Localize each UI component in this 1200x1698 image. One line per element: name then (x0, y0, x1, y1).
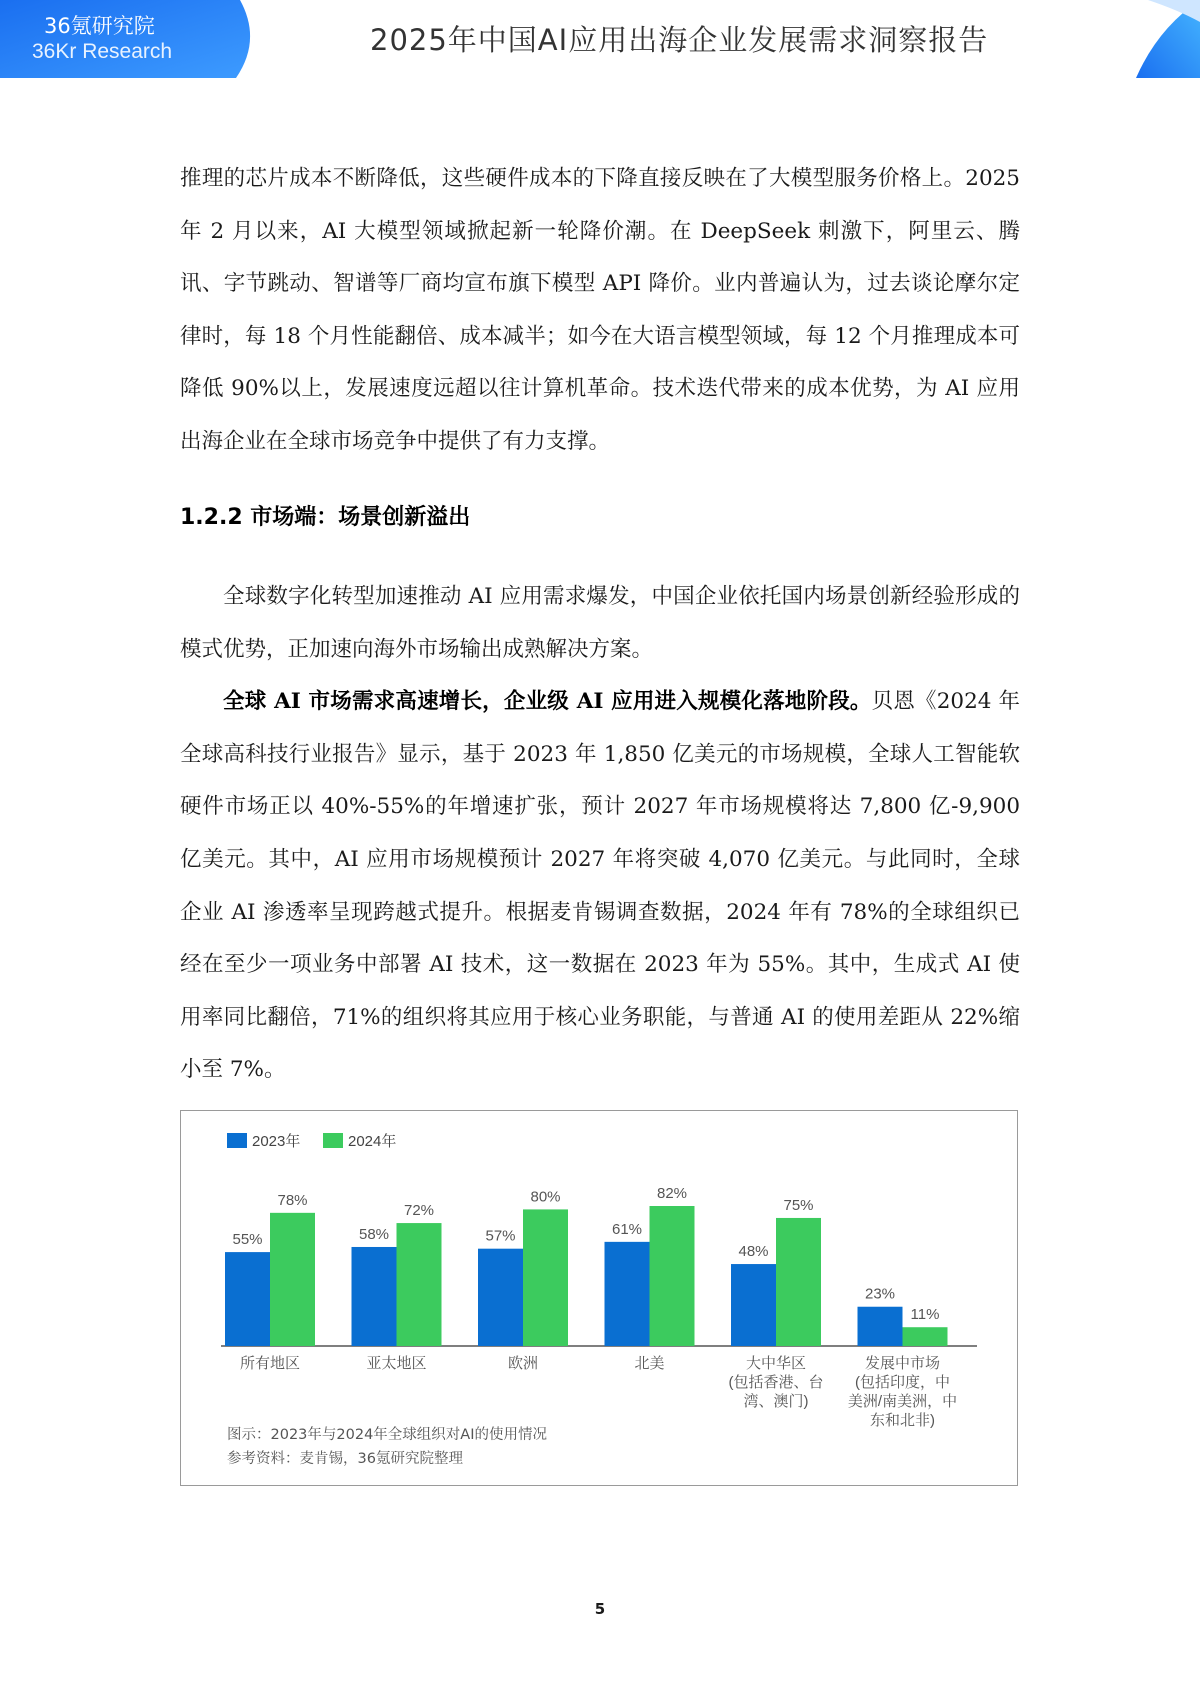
legend-swatch-2023年 (227, 1133, 247, 1148)
page-header (0, 0, 1200, 78)
data-label-2024年-亚太地区: 72% (403, 1202, 435, 1220)
category-label-大中华区-1: (包括香港、台 (728, 1374, 824, 1391)
body-text-block-2 (180, 571, 1020, 1097)
category-label-大中华区-2: 湾、澳门) (743, 1393, 809, 1410)
paragraph-bold-lead: 全球 AI 市场需求高速增长，企业级 AI 应用进入规模化落地阶段。 (223, 689, 872, 715)
bar-2023年-发展中市场 (858, 1307, 903, 1346)
data-label-2023年-欧洲: 57% (485, 1227, 516, 1245)
data-label-2023年-亚太地区: 58% (358, 1225, 390, 1243)
chart-caption: 图示：2023年与2024年全球组织对AI的使用情况 (227, 1427, 547, 1443)
legend-label-2023年: 2023年 (252, 1133, 301, 1150)
category-label-发展中市场-0: 发展中市场 (864, 1355, 941, 1372)
bar-2024年-发展中市场 (903, 1327, 948, 1346)
data-label-2024年-所有地区: 78% (277, 1191, 308, 1209)
org-name-en: 36Kr Research (32, 40, 173, 63)
paragraph-rest: 贝恩《2024 年全球高科技行业报告》显示，基于 2023 年 1,850 亿美元的市场规模，全球人工智能软硬件市场正以 40%-55%的年增速扩张，预计 2027 年市场规模将达 7,800 亿-9,900 亿美元。其中，AI 应用市场规模预计 2027 年将突破 4,070 亿美元。与此同时，全球企业 AI 渗透率呈现跨越式提升。根据麦肯锡调查数据，2024 年有 78%的全球组织已经在至少一项业务中部署 AI 技术，这一数据在 2023 年为 55%。其中，生成式 AI 使用率同比翻倍，71%的组织将其应用于核心业务职能，与普通 AI 的使用差距从 22%缩小至 7%。 (180, 689, 1021, 1083)
category-label-亚太地区-0: 亚太地区 (366, 1355, 427, 1372)
data-label-2023年-北美: 61% (611, 1220, 643, 1238)
section-heading: 1.2.2 市场端：场景创新溢出 (180, 505, 471, 530)
bar-2024年-欧洲 (523, 1209, 568, 1346)
data-label-2023年-大中华区: 48% (738, 1243, 769, 1261)
bar-2023年-大中华区 (731, 1264, 776, 1346)
header-corner-decoration (1108, 0, 1200, 78)
legend-swatch-2024年 (323, 1133, 343, 1148)
legend-label-2024年: 2024年 (348, 1133, 397, 1150)
paragraph-market-demand: 全球数字化转型加速推动 AI 应用需求爆发，中国企业依托国内场景创新经验形成的模式优势，正加速向海外市场输出成熟解决方案。 (180, 584, 1020, 662)
category-label-大中华区-0: 大中华区 (745, 1355, 807, 1372)
page-number: 5 (594, 1600, 606, 1618)
data-label-2024年-发展中市场: 11% (910, 1306, 940, 1324)
bar-2024年-北美 (650, 1206, 695, 1346)
report-title: 2025年中国AI应用出海企业发展需求洞察报告 (370, 23, 989, 57)
data-label-2023年-所有地区: 55% (232, 1231, 263, 1249)
paragraph-global-ai-growth (180, 676, 1020, 1097)
data-label-2024年-北美: 82% (656, 1185, 688, 1202)
data-label-2024年-欧洲: 80% (530, 1188, 561, 1206)
bar-2023年-欧洲 (478, 1249, 523, 1346)
data-label-2024年-大中华区: 75% (783, 1196, 814, 1214)
bar-2023年-所有地区 (225, 1252, 270, 1346)
category-label-发展中市场-2: 美洲/南美洲，中 (847, 1393, 958, 1410)
bar-2024年-大中华区 (776, 1218, 821, 1346)
chart-frame (180, 1110, 1018, 1486)
category-label-欧洲-0: 欧洲 (507, 1355, 539, 1372)
body-text-block-1 (180, 153, 1020, 469)
chart-source: 参考资料：麦肯锡，36氪研究院整理 (227, 1451, 463, 1467)
paragraph-cost-decline: 推理的芯片成本不断降低，这些硬件成本的下降直接反映在了大模型服务价格上。2025 年 2 月以来，AI 大模型领域掀起新一轮降价潮。在 DeepSeek 刺激下，阿里云、腾讯、字节跳动、智谱等厂商均宣布旗下模型 API 降价。业内普遍认为，过去谈论摩尔定律时，每 18 个月性能翻倍、成本减半；如今在大语言模型领域，每 12 个月推理成本可降低 90%以上，发展速度远超以往计算机革命。技术迭代带来的成本优势，为 AI 应用出海企业在全球市场竞争中提供了有力支撑。 (180, 166, 1020, 454)
category-label-发展中市场-1: (包括印度，中 (855, 1374, 950, 1391)
bar-2024年-所有地区 (270, 1213, 315, 1346)
category-label-北美-0: 北美 (634, 1355, 665, 1372)
category-label-所有地区-0: 所有地区 (239, 1355, 301, 1372)
bar-2024年-亚太地区 (397, 1223, 442, 1346)
category-label-发展中市场-3: 东和北非) (870, 1412, 935, 1429)
bar-2023年-北美 (605, 1242, 650, 1346)
org-name-cn: 36氪研究院 (44, 14, 155, 38)
bar-2023年-亚太地区 (352, 1247, 397, 1346)
data-label-2023年-发展中市场: 23% (864, 1285, 896, 1303)
